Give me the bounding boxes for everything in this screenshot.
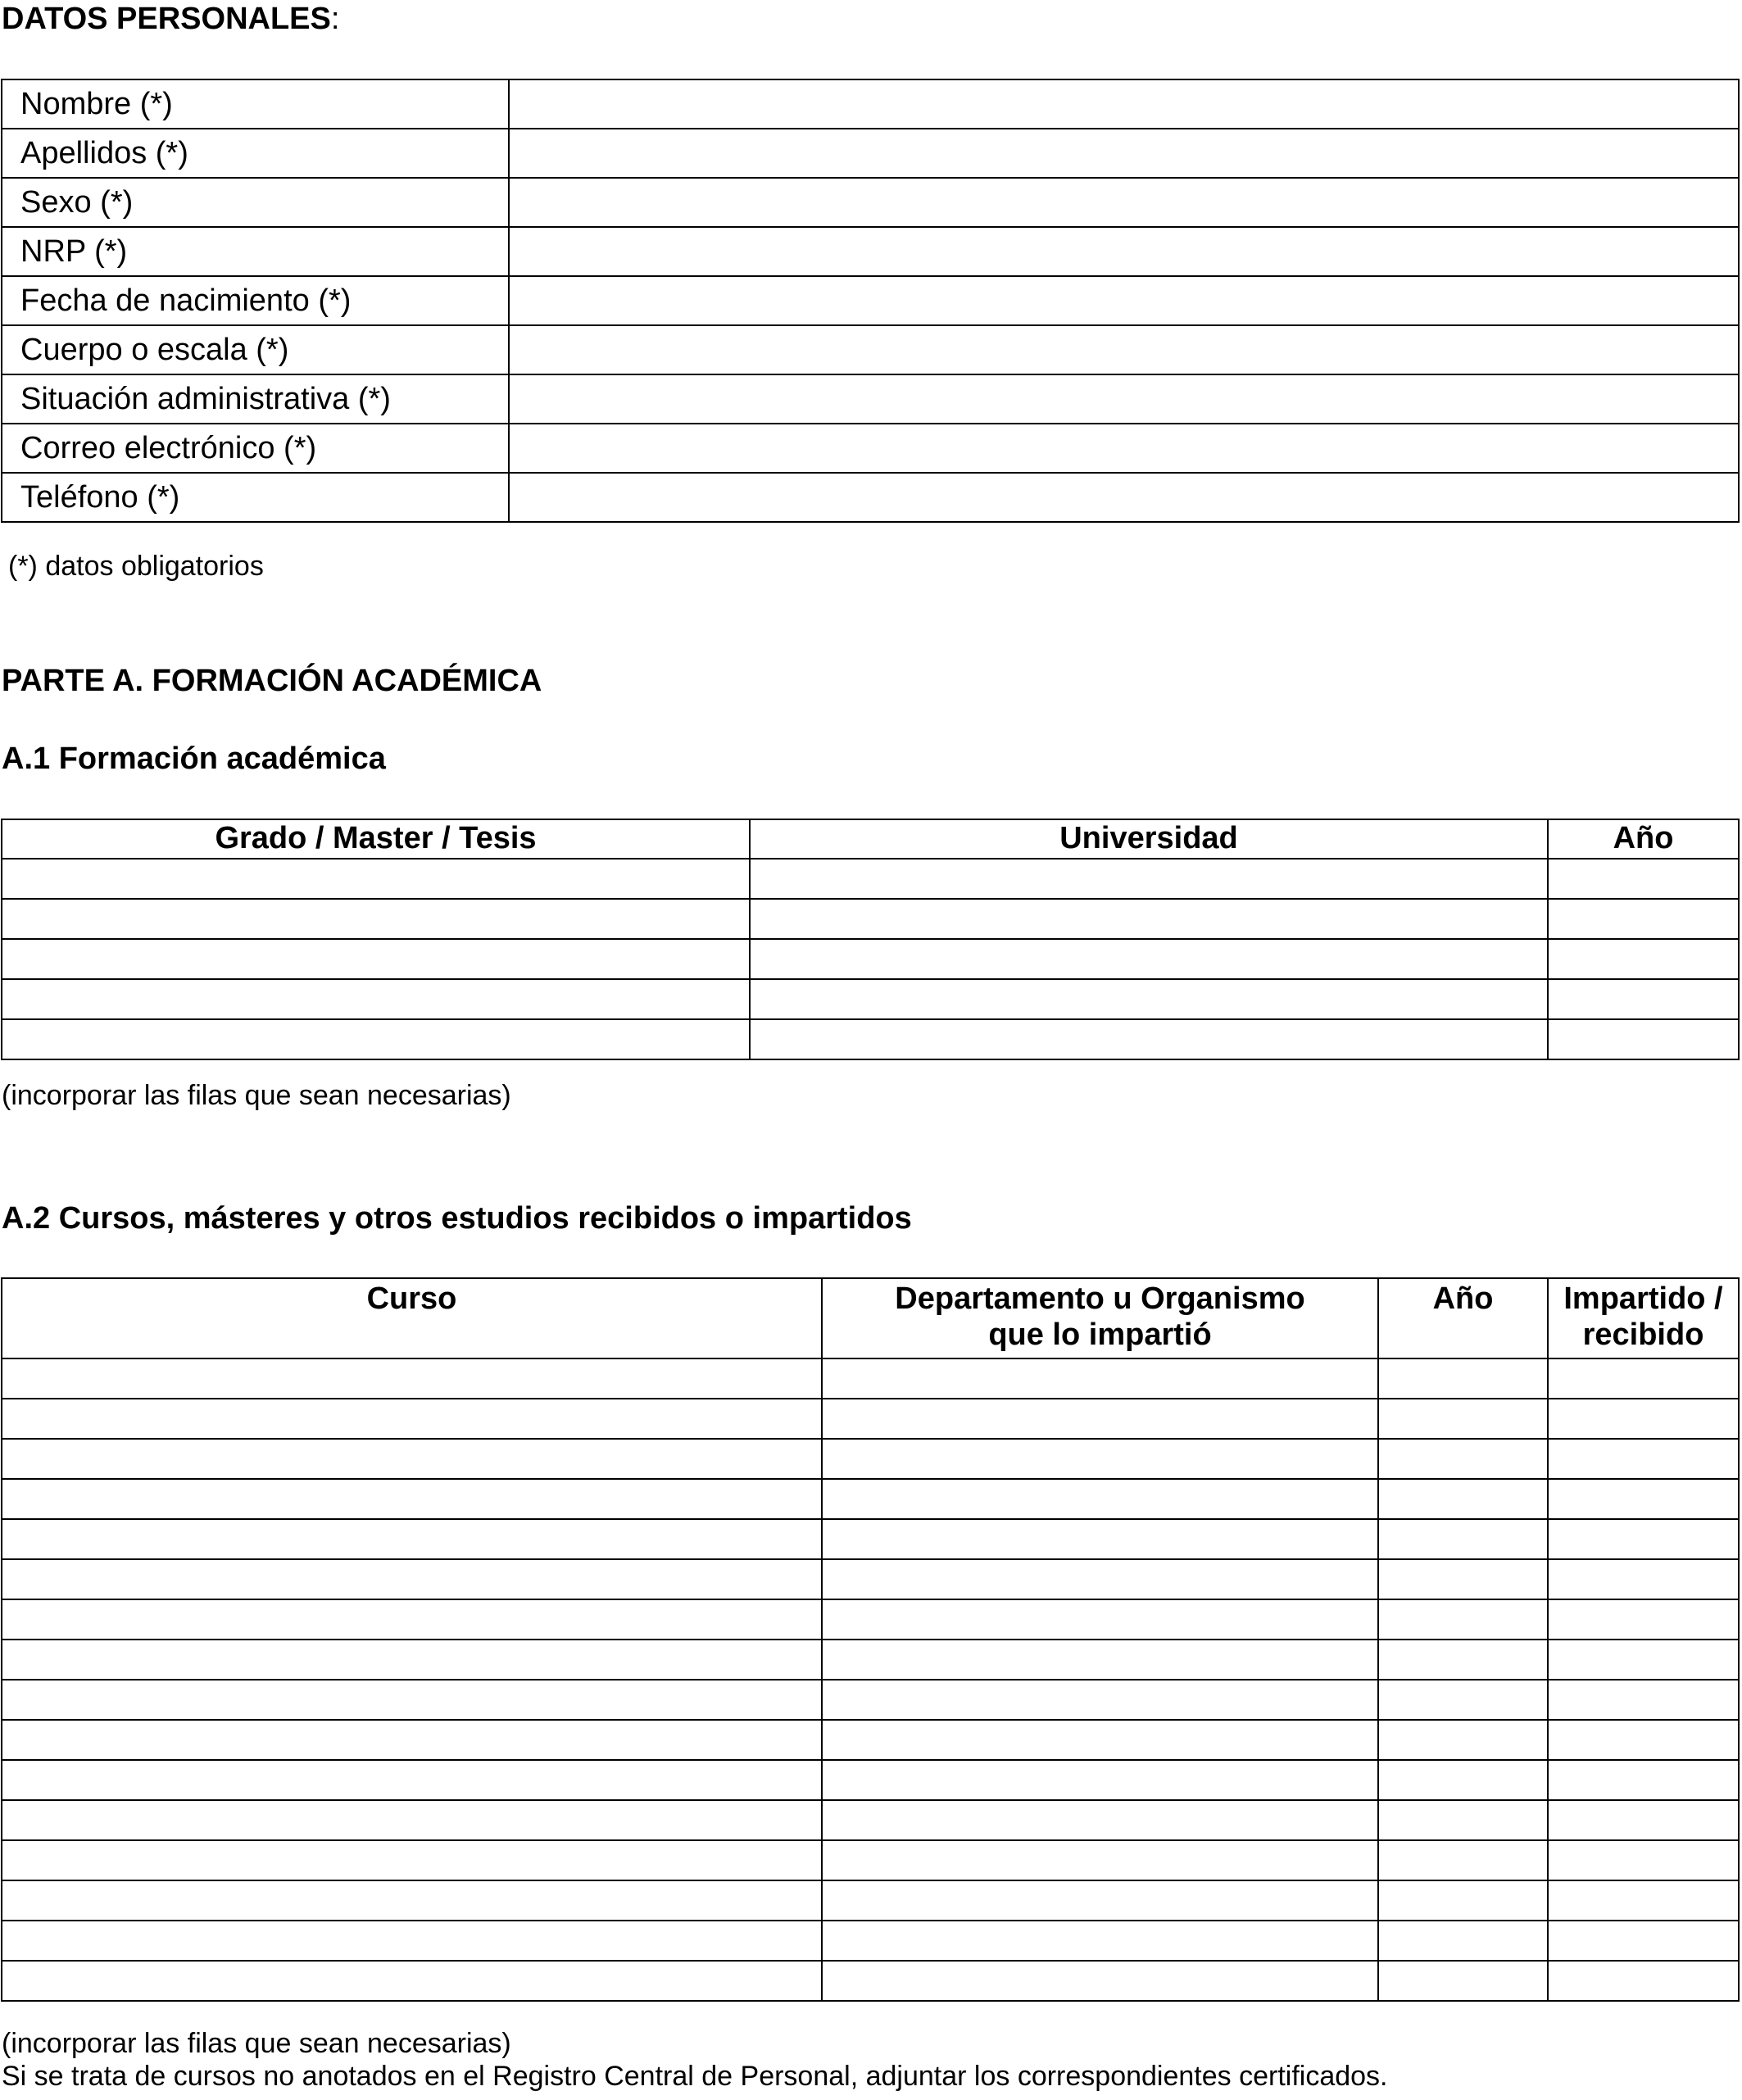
table-row (2, 899, 1739, 939)
table-row (2, 1760, 1739, 1800)
year-cell[interactable] (1378, 1961, 1548, 2001)
personal-field-row (2, 79, 1739, 129)
personal-field-row (2, 276, 1739, 325)
field-value-input[interactable] (509, 178, 1739, 227)
course-cell[interactable] (2, 1439, 822, 1479)
year-cell[interactable] (1378, 1680, 1548, 1720)
personal-field-row (2, 129, 1739, 178)
table-row (2, 1559, 1739, 1599)
course-cell[interactable] (2, 1961, 822, 2001)
department-cell[interactable] (822, 1961, 1378, 2001)
year-cell[interactable] (1548, 859, 1739, 899)
parte-a-heading: PARTE A. FORMACIÓN ACADÉMICA (2, 664, 542, 698)
table-row (2, 1399, 1739, 1439)
given-received-cell[interactable] (1548, 1880, 1739, 1921)
column-header-given-received: Impartido / recibido (1548, 1278, 1739, 1358)
field-label: Apellidos (*) (2, 129, 509, 178)
table-row (2, 1680, 1739, 1720)
table-row (2, 939, 1739, 979)
department-cell[interactable] (822, 1439, 1378, 1479)
column-header-degree: Grado / Master / Tesis (2, 819, 750, 859)
year-cell[interactable] (1378, 1640, 1548, 1680)
degree-cell[interactable] (2, 939, 750, 979)
personal-field-row (2, 374, 1739, 424)
year-cell[interactable] (1378, 1840, 1548, 1880)
year-cell[interactable] (1378, 1439, 1548, 1479)
table-row (2, 979, 1739, 1019)
department-cell[interactable] (822, 1720, 1378, 1760)
table-row (2, 1479, 1739, 1519)
personal-field-row (2, 227, 1739, 276)
table-row (2, 1640, 1739, 1680)
year-cell[interactable] (1378, 1519, 1548, 1559)
year-cell[interactable] (1548, 939, 1739, 979)
university-cell[interactable] (750, 939, 1548, 979)
a2-certificates-note: Si se trata de cursos no anotados en el Registro Central de Personal, adjuntar los correspondientes certificados. (2, 2061, 1388, 2092)
course-cell[interactable] (2, 1680, 822, 1720)
degree-cell[interactable] (2, 979, 750, 1019)
degree-cell[interactable] (2, 859, 750, 899)
course-cell[interactable] (2, 1599, 822, 1640)
given-received-cell[interactable] (1548, 1599, 1739, 1640)
year-cell[interactable] (1378, 1599, 1548, 1640)
course-cell[interactable] (2, 1358, 822, 1399)
university-cell[interactable] (750, 899, 1548, 939)
column-header-year: Año (1378, 1278, 1548, 1358)
given-received-cell[interactable] (1548, 1720, 1739, 1760)
year-cell[interactable] (1378, 1880, 1548, 1921)
personal-data-table (1, 79, 1740, 523)
field-label: Correo electrónico (*) (2, 424, 509, 473)
university-cell[interactable] (750, 1019, 1548, 1059)
course-cell[interactable] (2, 1720, 822, 1760)
degree-cell[interactable] (2, 899, 750, 939)
year-cell[interactable] (1378, 1921, 1548, 1961)
personal-data-heading: DATOS PERSONALES: (2, 2, 340, 36)
field-value-input[interactable] (509, 276, 1739, 325)
table-row (2, 1439, 1739, 1479)
column-header-university: Universidad (750, 819, 1548, 859)
field-value-input[interactable] (509, 325, 1739, 374)
personal-field-row (2, 325, 1739, 374)
department-cell[interactable] (822, 1559, 1378, 1599)
a2-heading: A.2 Cursos, másteres y otros estudios recibidos o impartidos (2, 1201, 912, 1236)
given-received-cell[interactable] (1548, 1399, 1739, 1439)
degree-cell[interactable] (2, 1019, 750, 1059)
year-cell[interactable] (1378, 1479, 1548, 1519)
field-value-input[interactable] (509, 424, 1739, 473)
given-received-cell[interactable] (1548, 1760, 1739, 1800)
university-cell[interactable] (750, 859, 1548, 899)
year-cell[interactable] (1548, 979, 1739, 1019)
table-row (2, 1961, 1739, 2001)
table-row (2, 1019, 1739, 1059)
department-cell[interactable] (822, 1640, 1378, 1680)
department-cell[interactable] (822, 1599, 1378, 1640)
table-row (2, 1720, 1739, 1760)
given-received-cell[interactable] (1548, 1961, 1739, 2001)
personal-field-row (2, 178, 1739, 227)
course-cell[interactable] (2, 1399, 822, 1439)
department-cell[interactable] (822, 1760, 1378, 1800)
year-cell[interactable] (1548, 1019, 1739, 1059)
given-received-cell[interactable] (1548, 1921, 1739, 1961)
department-cell[interactable] (822, 1399, 1378, 1439)
department-cell[interactable] (822, 1680, 1378, 1720)
department-cell[interactable] (822, 1880, 1378, 1921)
field-label: Situación administrativa (*) (2, 374, 509, 424)
course-cell[interactable] (2, 1559, 822, 1599)
table-row (2, 1519, 1739, 1559)
course-cell[interactable] (2, 1800, 822, 1840)
a1-heading: A.1 Formación académica (2, 742, 386, 776)
course-cell[interactable] (2, 1840, 822, 1880)
department-cell[interactable] (822, 1800, 1378, 1840)
field-label: Sexo (*) (2, 178, 509, 227)
field-value-input[interactable] (509, 374, 1739, 424)
field-label: Teléfono (*) (2, 473, 509, 522)
course-cell[interactable] (2, 1640, 822, 1680)
courses-table (1, 1277, 1740, 2002)
table-row (2, 1921, 1739, 1961)
year-cell[interactable] (1378, 1800, 1548, 1840)
year-cell[interactable] (1378, 1760, 1548, 1800)
column-header-year: Año (1548, 819, 1739, 859)
field-label: Cuerpo o escala (*) (2, 325, 509, 374)
given-received-cell[interactable] (1548, 1640, 1739, 1680)
department-cell[interactable] (822, 1358, 1378, 1399)
year-cell[interactable] (1378, 1559, 1548, 1599)
table-row (2, 1880, 1739, 1921)
given-received-cell[interactable] (1548, 1680, 1739, 1720)
department-cell[interactable] (822, 1519, 1378, 1559)
course-cell[interactable] (2, 1880, 822, 1921)
course-cell[interactable] (2, 1519, 822, 1559)
given-received-cell[interactable] (1548, 1479, 1739, 1519)
course-cell[interactable] (2, 1479, 822, 1519)
field-label: NRP (*) (2, 227, 509, 276)
table-row (2, 1599, 1739, 1640)
table-row (2, 1800, 1739, 1840)
given-received-cell[interactable] (1548, 1800, 1739, 1840)
course-cell[interactable] (2, 1760, 822, 1800)
year-cell[interactable] (1548, 899, 1739, 939)
a2-note: (incorporar las filas que sean necesarias) (2, 2028, 511, 2059)
field-value-input[interactable] (509, 129, 1739, 178)
university-cell[interactable] (750, 979, 1548, 1019)
field-label: Nombre (*) (2, 79, 509, 129)
field-value-input[interactable] (509, 473, 1739, 522)
field-value-input[interactable] (509, 79, 1739, 129)
given-received-cell[interactable] (1548, 1439, 1739, 1479)
personal-field-row (2, 424, 1739, 473)
academic-table (1, 819, 1740, 1060)
personal-field-row (2, 473, 1739, 522)
year-cell[interactable] (1378, 1720, 1548, 1760)
course-cell[interactable] (2, 1921, 822, 1961)
field-value-input[interactable] (509, 227, 1739, 276)
table-row (2, 1840, 1739, 1880)
department-cell[interactable] (822, 1479, 1378, 1519)
department-cell[interactable] (822, 1840, 1378, 1880)
given-received-cell[interactable] (1548, 1559, 1739, 1599)
column-header-department: Departamento u Organismo que lo impartió (822, 1278, 1378, 1358)
table-row (2, 859, 1739, 899)
column-header-course: Curso (2, 1278, 822, 1358)
given-received-cell[interactable] (1548, 1840, 1739, 1880)
given-received-cell[interactable] (1548, 1519, 1739, 1559)
a1-note: (incorporar las filas que sean necesarias) (2, 1080, 511, 1111)
required-footnote: (*) datos obligatorios (8, 551, 264, 582)
department-cell[interactable] (822, 1921, 1378, 1961)
given-received-cell[interactable] (1548, 1358, 1739, 1399)
year-cell[interactable] (1378, 1399, 1548, 1439)
year-cell[interactable] (1378, 1358, 1548, 1399)
table-row (2, 1358, 1739, 1399)
field-label: Fecha de nacimiento (*) (2, 276, 509, 325)
